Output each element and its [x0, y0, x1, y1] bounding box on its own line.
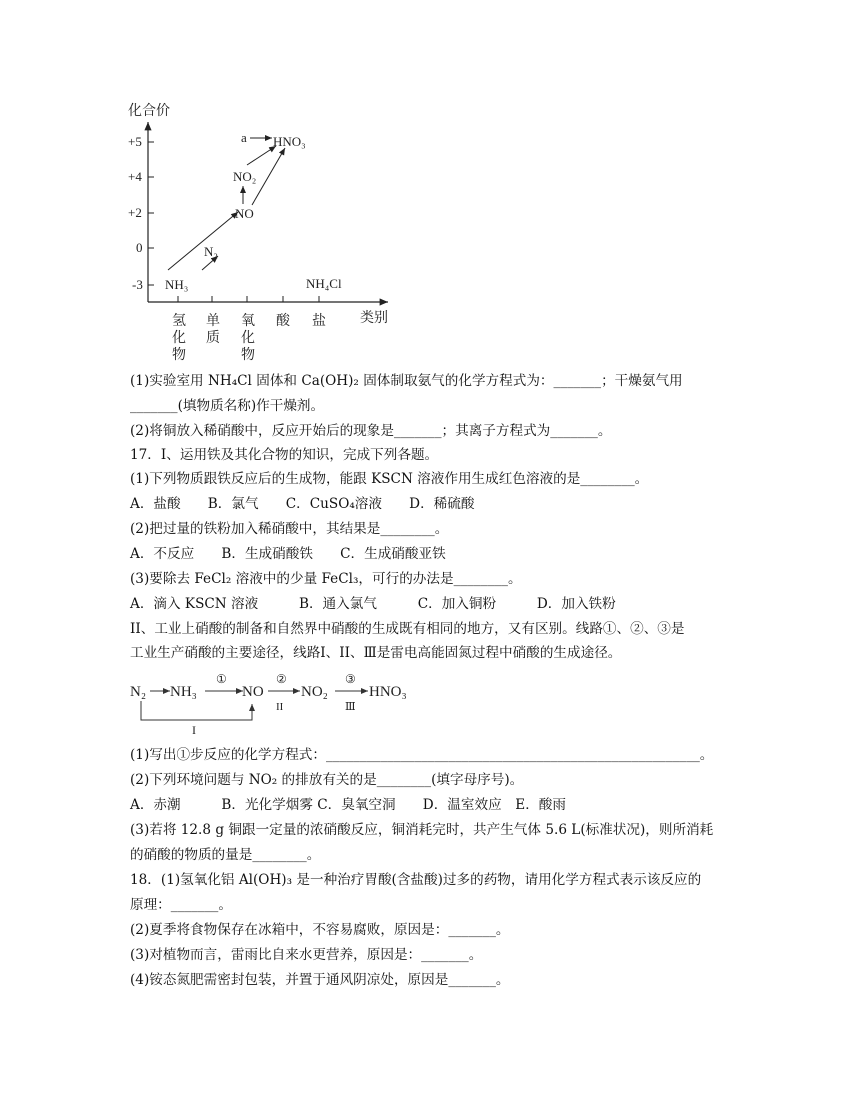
q17-ii-2: (2)下列环境问题与 NO₂ 的排放有关的是________(填字母序号)。 — [130, 772, 524, 788]
y-tick-label: +4 — [128, 169, 142, 184]
route-no2: NO₂ — [301, 684, 328, 700]
q17-ii-1: (1)写出①步反应的化学方程式：_______________________________________________________。 — [130, 747, 714, 763]
q17-1-options: A．盐酸 B．氯气 C．CuSO₄溶液 D．稀硫酸 — [130, 496, 475, 512]
route-n2: N₂ — [130, 684, 147, 700]
node-a: a — [241, 130, 247, 145]
q17-ii-line1: II、工业上硝酸的制备和自然界中硝酸的生成既有相同的地方，又有区别。线路①、②、③是 — [130, 621, 685, 637]
q17-1: (1)下列物质跟铁反应后的生成物，能跟 KSCN 溶液作用生成红色溶液的是________。 — [130, 471, 649, 487]
q18-3: (3)对植物而言，雷雨比自来水更营养，原因是：_______。 — [130, 947, 483, 963]
x-category: 氢化物 — [172, 314, 186, 363]
y-tick-label: -3 — [132, 277, 143, 292]
node-no: NO — [235, 206, 254, 221]
x-axis-label: 类别 — [360, 311, 388, 326]
q17-3: (3)要除去 FeCl₂ 溶液中的少量 FeCl₃，可行的办法是________。 — [130, 571, 522, 587]
route-label-2: ② — [276, 672, 287, 686]
route-i-bracket — [141, 701, 252, 720]
q16-2: (2)将铜放入稀硝酸中，反应开始后的现象是_______；其离子方程式为_______。 — [130, 423, 612, 439]
q18-2: (2)夏季将食物保存在冰箱中，不容易腐败，原因是：_______。 — [130, 922, 510, 938]
x-category: 酸 — [276, 314, 290, 329]
node-nh3: NH₃ — [165, 277, 189, 292]
q18-1-line1: 18．(1)氢氧化铝 Al(OH)₃ 是一种治疗胃酸(含盐酸)过多的药物，请用化学方程式表示该反应的 — [130, 872, 702, 888]
nitric-acid-route-diagram — [0, 668, 860, 738]
q17-ii-line2: 工业生产硝酸的主要途径，线路I、II、Ⅲ是雷电高能固氮过程中硝酸的生成途径。 — [130, 645, 622, 661]
x-category: 盐 — [312, 314, 326, 329]
y-tick-label: +5 — [128, 134, 142, 149]
x-category: 氧化物 — [241, 314, 255, 363]
y-axis-label: 化合价 — [128, 104, 170, 119]
node-hno3: HNO₃ — [273, 134, 306, 149]
node-nh4cl: NH₄Cl — [306, 276, 342, 291]
route-no: NO — [242, 684, 264, 700]
y-tick-label: 0 — [136, 240, 143, 255]
q17-ii-3-line1: (3)若将 12.8 g 铜跟一定量的浓硝酸反应，铜消耗完时，共产生气体 5.6 L(标准状况)，则所消耗 — [130, 822, 714, 838]
route-nh3: NH₃ — [170, 684, 197, 700]
route-label-iii: Ⅲ — [345, 701, 356, 713]
node-no2: NO₂ — [233, 169, 257, 184]
q17-3-options: A．滴入 KSCN 溶液 B．通入氯气 C．加入铜粉 D．加入铁粉 — [130, 596, 616, 612]
x-category: 单质 — [206, 314, 220, 346]
y-ticks — [128, 134, 154, 292]
q17-ii-2-options: A．赤潮 B．光化学烟雾 C．臭氧空洞 D．温室效应 E．酸雨 — [130, 797, 566, 813]
route-hno3: HNO₃ — [369, 684, 407, 700]
route-label-3: ③ — [345, 672, 356, 686]
q17-ii-3-line2: 的硝酸的物质的量是________。 — [130, 847, 321, 863]
route-label-i: I — [192, 723, 196, 737]
x-category-labels — [172, 312, 326, 363]
x-ticks — [178, 296, 319, 302]
q17-2-options: A．不反应 B．生成硝酸铁 C．生成硝酸亚铁 — [130, 546, 446, 562]
q16-1-line1: (1)实验室用 NH₄Cl 固体和 Ca(OH)₂ 固体制取氨气的化学方程式为：_______；干燥氨气用 — [130, 373, 683, 389]
q17-heading: 17．I、运用铁及其化合物的知识，完成下列各题。 — [130, 447, 439, 463]
q18-1-line2: 原理：_______。 — [130, 897, 232, 913]
q18-4: (4)铵态氮肥需密封包装，并置于通风阴凉处，原因是_______。 — [130, 972, 510, 988]
y-tick-label: +2 — [128, 205, 142, 220]
reaction-arrows — [168, 138, 285, 270]
route-label-1: ① — [216, 672, 227, 686]
route-label-ii: II — [276, 701, 284, 713]
q16-1-line2: _______(填物质名称)作干燥剂。 — [130, 398, 325, 414]
nitrogen-valence-diagram — [0, 0, 860, 370]
node-n2: N₂ — [204, 244, 218, 259]
q17-2: (2)把过量的铁粉加入稀硝酸中，其结果是________。 — [130, 521, 449, 537]
